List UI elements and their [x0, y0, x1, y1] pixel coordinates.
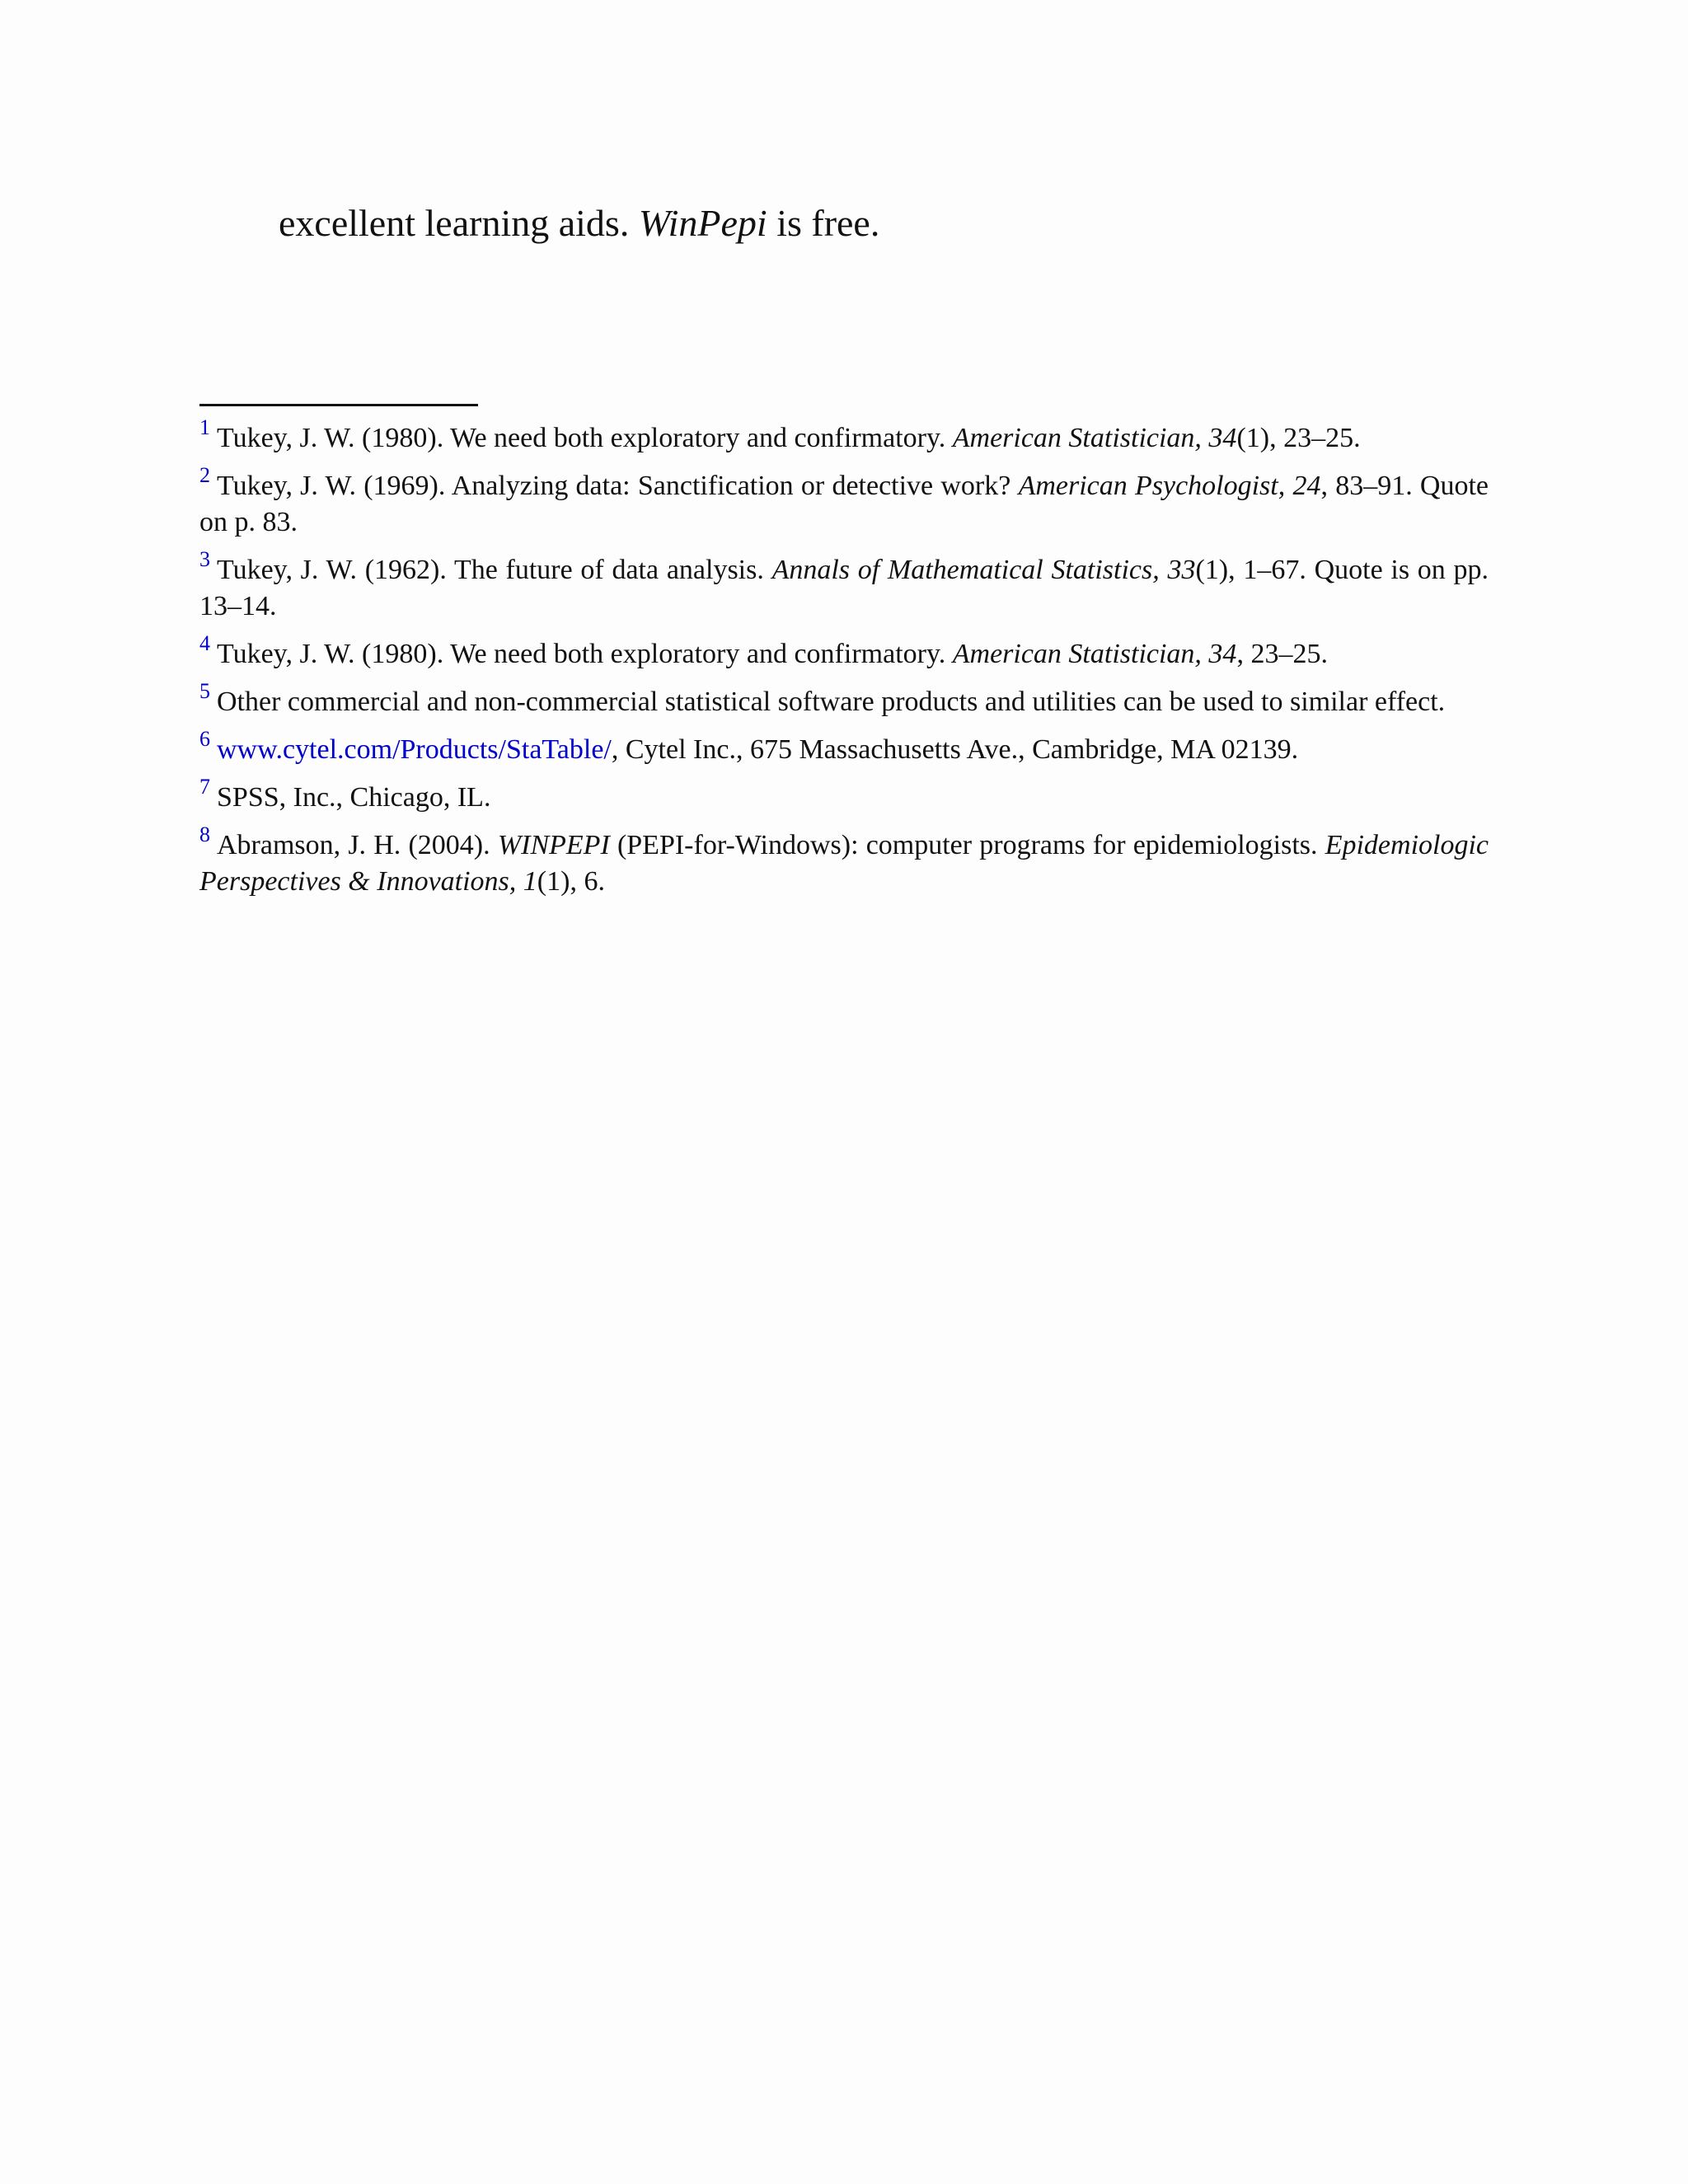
footnote-number[interactable]: 6	[199, 727, 210, 751]
footnote-text: , Cytel Inc., 675 Massachusetts Ave., Cambridge, MA 02139.	[611, 734, 1299, 765]
footnote-text: Tukey, J. W. (1962). The future of data analysis.	[217, 555, 772, 585]
footnote-link[interactable]: www.cytel.com/Products/StaTable/	[217, 734, 612, 765]
footnote-text: , 83–91. Quote on p. 83.	[199, 471, 1489, 537]
footnote-1	[199, 415, 1489, 457]
footnote-3	[199, 547, 1489, 625]
footnote-text: (PEPI-for-Windows): computer programs for epidemiologists.	[609, 830, 1325, 860]
footnote-italic-text: American Statistician, 34	[952, 423, 1237, 453]
footnote-italic-text: WINPEPI	[497, 830, 610, 860]
footnote-text: (1), 1–67. Quote is on pp. 13–14.	[199, 555, 1489, 621]
footnote-6	[199, 727, 1489, 768]
body-text-line	[279, 196, 879, 251]
software-title: WinPepi	[638, 202, 767, 244]
body-text-end: is free.	[767, 202, 880, 244]
footnote-text: , 23–25.	[1236, 639, 1328, 669]
footnote-8	[199, 823, 1489, 900]
footnote-text: Tukey, J. W. (1969). Analyzing data: Sanctification or detective work?	[217, 471, 1019, 501]
footnote-number[interactable]: 2	[199, 463, 210, 487]
footnote-italic-text: Epidemiologic Perspectives & Innovations, 1	[199, 830, 1489, 897]
footnote-2	[199, 463, 1489, 541]
footnote-separator	[199, 404, 478, 406]
footnote-text: Other commercial and non-commercial statistical software products and utilities can be used to similar effect.	[217, 687, 1446, 717]
footnote-number[interactable]: 7	[199, 775, 210, 799]
footnote-italic-text: Annals of Mathematical Statistics, 33	[771, 555, 1196, 585]
footnote-number[interactable]: 3	[199, 547, 210, 571]
footnote-text: Abramson, J. H. (2004).	[217, 830, 498, 860]
footnote-number[interactable]: 1	[199, 415, 210, 439]
footnote-italic-text: American Psychologist, 24	[1018, 471, 1321, 501]
footnote-text: (1), 23–25.	[1236, 423, 1361, 453]
footnote-text: Tukey, J. W. (1980). We need both exploratory and confirmatory.	[217, 639, 953, 669]
footnotes-section	[199, 415, 1489, 912]
footnote-4	[199, 631, 1489, 673]
footnote-text: SPSS, Inc., Chicago, IL.	[217, 782, 491, 813]
footnote-number[interactable]: 4	[199, 631, 210, 655]
footnote-italic-text: American Statistician, 34	[952, 639, 1237, 669]
footnote-text: Tukey, J. W. (1980). We need both exploratory and confirmatory.	[217, 423, 953, 453]
footnote-number[interactable]: 8	[199, 823, 210, 846]
footnote-number[interactable]: 5	[199, 679, 210, 703]
footnote-text: (1), 6.	[537, 866, 605, 897]
body-text: excellent learning aids.	[279, 202, 639, 244]
footnote-5	[199, 679, 1489, 720]
footnote-7	[199, 775, 1489, 816]
